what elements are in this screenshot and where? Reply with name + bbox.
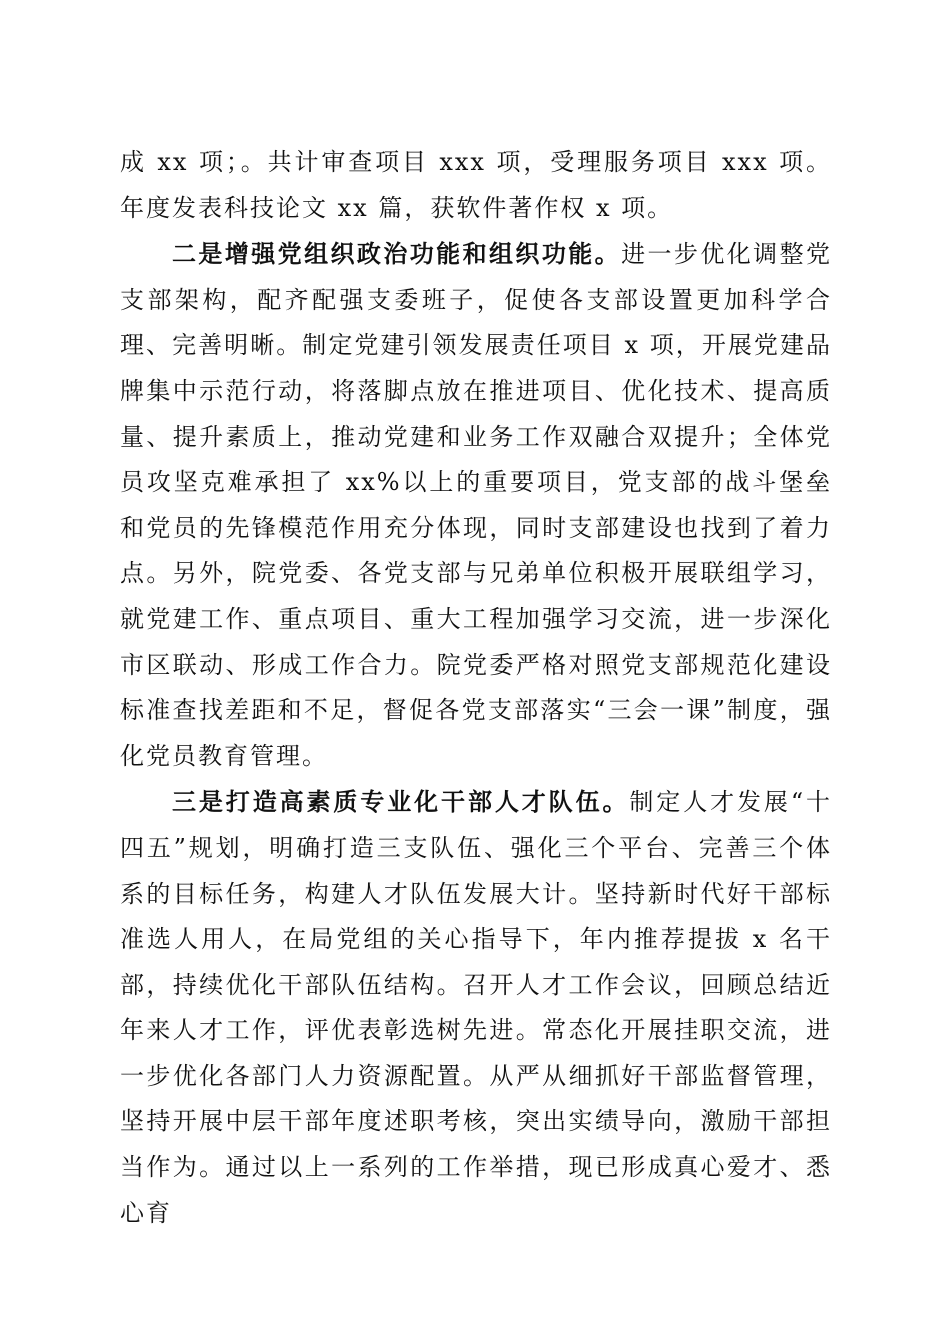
paragraph-2 — [120, 231, 832, 779]
document-body — [120, 140, 832, 1236]
paragraph-3-lead: 三是打造高素质专业化干部人才队伍。 — [172, 787, 630, 817]
paragraph-2-body: 进一步优化调整党支部架构，配齐配强支委班子，促使各支部设置更加科学合理、完善明晰。制定党建引领发展责任项目 x 项，开展党建品牌集中示范行动，将落脚点放在推进项目、优化技术、提高质量、提升素质上，推动党建和业务工作双融合双提升；全体党员攻坚克难承担了 xx%以上的重要项目，党支部的战斗堡垒和党员的先锋模范作用充分体现，同时支部建设也找到了着力点。另外，院党委、各党支部与兄弟单位积极开展联组学习，就党建工作、重点项目、重大工程加强学习交流，进一步深化市区联动、形成工作合力。院党委严格对照党支部规范化建设标准查找差距和不足，督促各党支部落实“三会一课”制度，强化党员教育管理。 — [120, 240, 833, 770]
paragraph-1-body: 成 xx 项；。共计审查项目 xxx 项，受理服务项目 xxx 项。年度发表科技论文 xx 篇，获软件著作权 x 项。 — [120, 148, 832, 222]
paragraph-3 — [120, 779, 832, 1236]
paragraph-2-lead: 二是增强党组织政治功能和组织功能。 — [172, 239, 622, 269]
paragraph-3-body: 制定人才发展“十四五”规划，明确打造三支队伍、强化三个平台、完善三个体系的目标任务，构建人才队伍发展大计。坚持新时代好干部标准选人用人，在局党组的关心指导下，年内推荐提拔 x 名干部，持续优化干部队伍结构。召开人才工作会议，回顾总结近年来人才工作，评优表彰选树先进。常态化开展挂职交流，进一步优化各部门人力资源配置。从严从细抓好干部监督管理，坚持开展中层干部年度述职考核，突出实绩导向，激励干部担当作为。通过以上一系列的工作举措，现已形成真心爱才、悉心育 — [120, 788, 832, 1227]
paragraph-1 — [120, 140, 832, 231]
